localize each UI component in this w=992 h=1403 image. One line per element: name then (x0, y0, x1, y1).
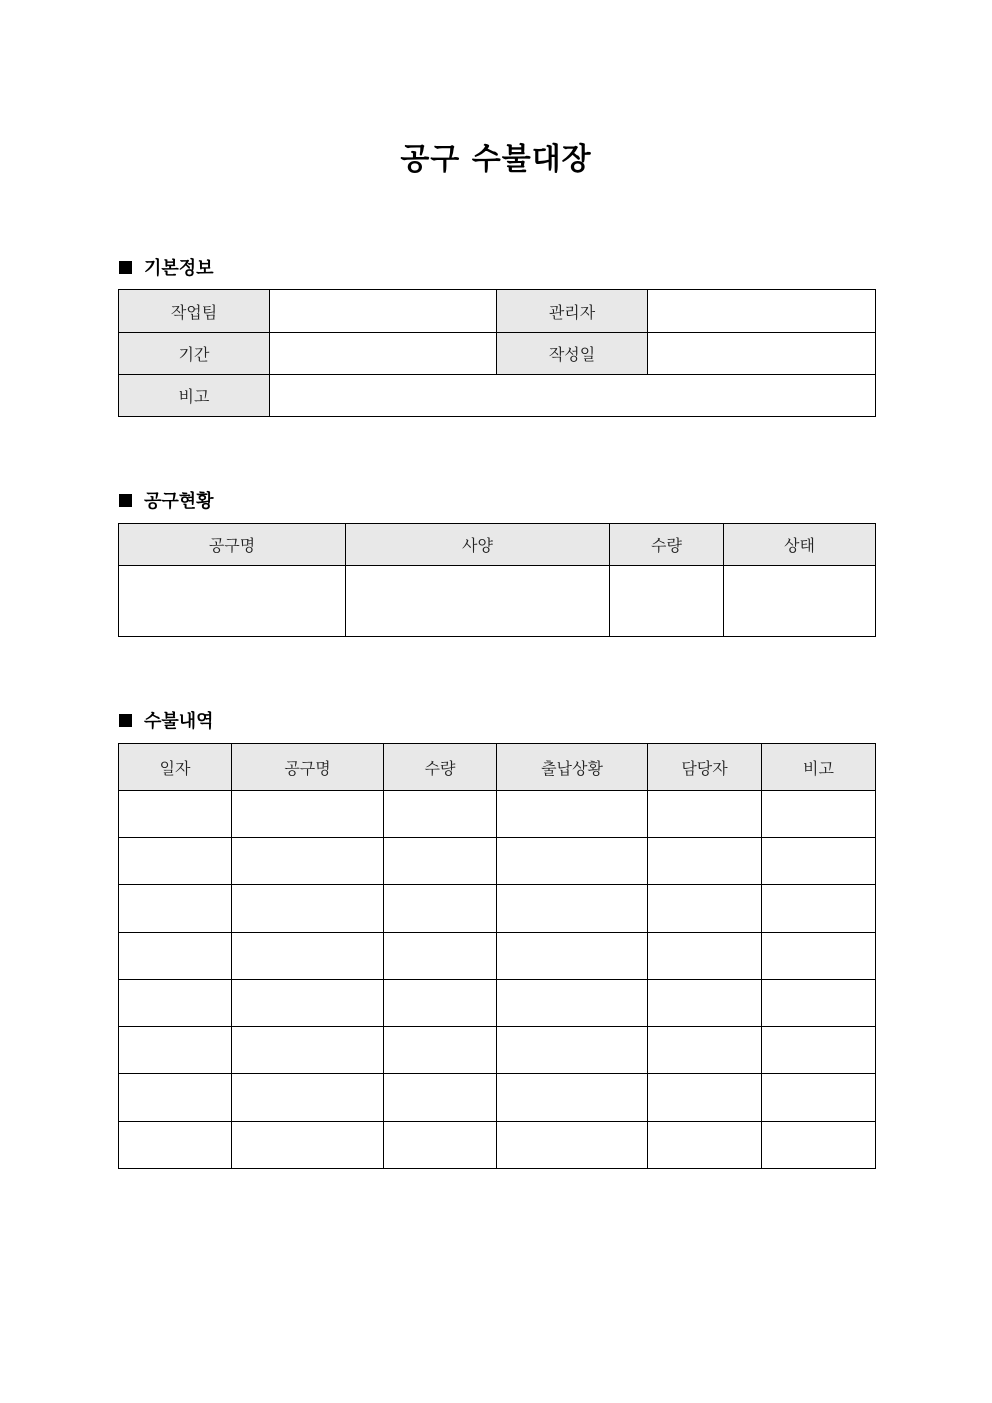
table-cell[interactable] (384, 838, 497, 885)
table-cell[interactable] (497, 1074, 648, 1122)
table-cell[interactable] (384, 980, 497, 1027)
table-cell[interactable] (232, 1027, 384, 1074)
date-label: 작성일 (497, 333, 648, 375)
table-cell[interactable] (762, 838, 876, 885)
table-cell[interactable] (648, 838, 762, 885)
square-bullet-icon (119, 494, 132, 507)
date-value-cell[interactable] (648, 333, 876, 375)
table-cell[interactable] (384, 1074, 497, 1122)
table-row (119, 1027, 876, 1074)
table-cell[interactable] (384, 933, 497, 980)
table-cell[interactable] (119, 933, 232, 980)
table-cell[interactable] (724, 566, 876, 637)
team-value-cell[interactable] (270, 290, 497, 333)
table-cell[interactable] (384, 1122, 497, 1169)
section-heading-basic-info (119, 254, 214, 280)
table-cell[interactable] (232, 1122, 384, 1169)
table-cell[interactable] (119, 1074, 232, 1122)
manager-value-cell[interactable] (648, 290, 876, 333)
table-cell[interactable] (497, 1027, 648, 1074)
table-row (119, 1122, 876, 1169)
table-row (119, 933, 876, 980)
table-cell[interactable] (232, 933, 384, 980)
table-row (119, 1074, 876, 1122)
table-cell[interactable] (762, 1027, 876, 1074)
square-bullet-icon (119, 261, 132, 274)
period-value-cell[interactable] (270, 333, 497, 375)
table-cell[interactable] (384, 791, 497, 838)
basic-info-table (118, 289, 876, 417)
table-cell[interactable] (119, 1027, 232, 1074)
table-cell[interactable] (232, 980, 384, 1027)
manager-label: 관리자 (497, 290, 648, 333)
column-header-spec: 사양 (346, 524, 610, 566)
table-cell[interactable] (648, 791, 762, 838)
table-cell[interactable] (497, 933, 648, 980)
section-heading-label: 공구현황 (144, 491, 214, 512)
table-row (119, 791, 876, 838)
table-cell[interactable] (610, 566, 724, 637)
table-cell[interactable] (232, 1074, 384, 1122)
table-cell[interactable] (648, 980, 762, 1027)
table-row (119, 566, 876, 637)
table-cell[interactable] (119, 1122, 232, 1169)
column-header-note: 비고 (762, 744, 876, 791)
table-cell[interactable] (762, 1122, 876, 1169)
table-cell[interactable] (648, 1122, 762, 1169)
column-header-tool-name: 공구명 (119, 524, 346, 566)
section-heading-label: 수불내역 (144, 711, 214, 732)
table-cell[interactable] (232, 838, 384, 885)
team-label: 작업팀 (119, 290, 270, 333)
table-cell[interactable] (762, 885, 876, 933)
table-cell[interactable] (762, 933, 876, 980)
table-cell[interactable] (762, 980, 876, 1027)
tool-status-table (118, 523, 876, 637)
table-cell[interactable] (648, 1074, 762, 1122)
table-cell[interactable] (119, 980, 232, 1027)
table-cell[interactable] (497, 980, 648, 1027)
section-heading-label: 기본정보 (144, 258, 214, 279)
table-row (119, 980, 876, 1027)
table-row (119, 885, 876, 933)
table-cell[interactable] (346, 566, 610, 637)
table-cell[interactable] (648, 1027, 762, 1074)
table-cell[interactable] (497, 885, 648, 933)
table-cell[interactable] (232, 885, 384, 933)
table-cell[interactable] (762, 1074, 876, 1122)
table-cell[interactable] (648, 885, 762, 933)
section-heading-tool-status (119, 487, 214, 513)
column-header-status: 상태 (724, 524, 876, 566)
column-header-in-out-status: 출납상황 (497, 744, 648, 791)
table-row (119, 838, 876, 885)
square-bullet-icon (119, 714, 132, 727)
column-header-quantity: 수량 (610, 524, 724, 566)
table-cell[interactable] (497, 1122, 648, 1169)
table-cell[interactable] (119, 791, 232, 838)
table-cell[interactable] (648, 933, 762, 980)
table-cell[interactable] (497, 838, 648, 885)
table-cell[interactable] (119, 838, 232, 885)
column-header-tool-name: 공구명 (232, 744, 384, 791)
table-cell[interactable] (384, 1027, 497, 1074)
table-cell[interactable] (384, 885, 497, 933)
page-title: 공구 수불대장 (400, 142, 592, 177)
column-header-person-in-charge: 담당자 (648, 744, 762, 791)
column-header-quantity: 수량 (384, 744, 497, 791)
table-cell[interactable] (232, 791, 384, 838)
table-cell[interactable] (497, 791, 648, 838)
section-heading-transactions (119, 707, 214, 733)
note-value-cell[interactable] (270, 375, 876, 417)
column-header-date: 일자 (119, 744, 232, 791)
period-label: 기간 (119, 333, 270, 375)
table-cell[interactable] (762, 791, 876, 838)
table-cell[interactable] (119, 885, 232, 933)
transactions-table (118, 743, 876, 1169)
note-label: 비고 (119, 375, 270, 417)
table-cell[interactable] (119, 566, 346, 637)
